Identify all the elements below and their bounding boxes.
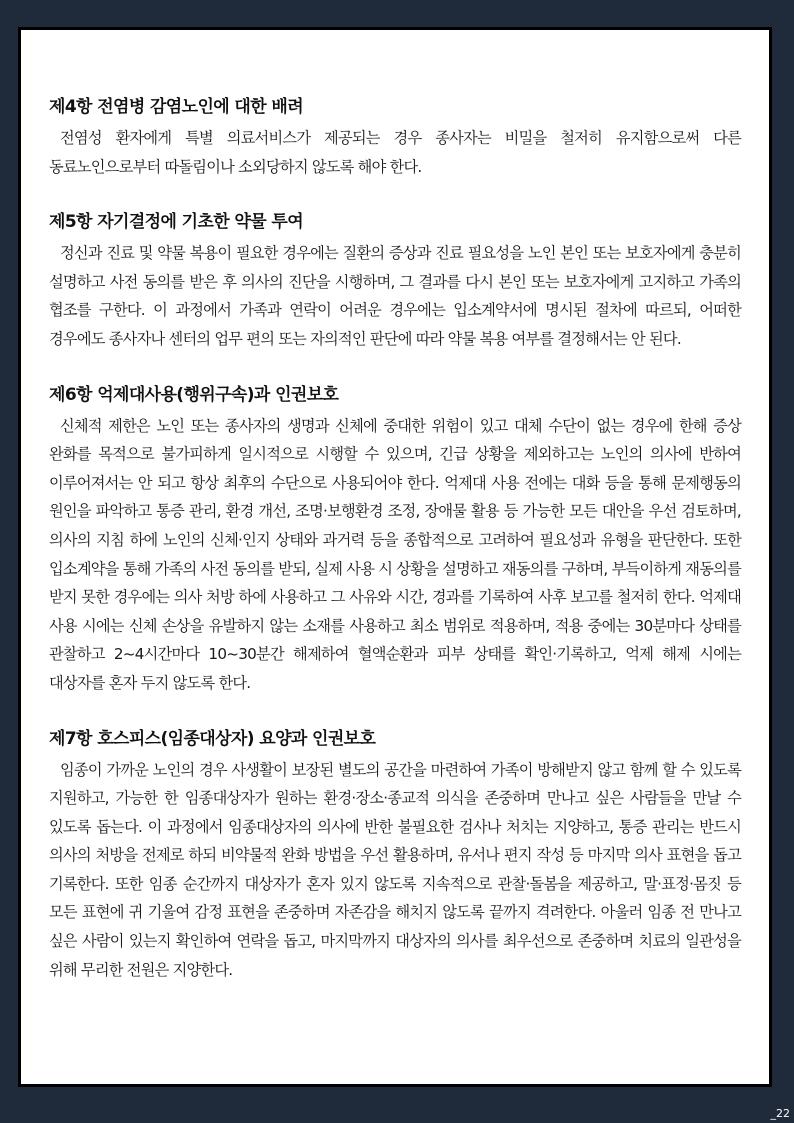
section-body: 정신과 진료 및 약물 복용이 필요한 경우에는 질환의 증상과 진료 필요성을 노인 본인 또는 보호자에게 충분히 설명하고 사전 동의를 받은 후 의사의 진단을 시행하며, 그 결과를 다시 본인 또는 보호자에게 고지하고 가족의 협조를 구한다. 이 과정에서 가족과 연락이 어려운 경우에는 입소계약서에 명시된 절차에 따르되, 어떠한 경우에도 종사자나 센터의 업무 편의 또는 자의적인 판단에 따라 약물 복용 여부를 결정해서는 안 된다. xyxy=(49,244,741,348)
section-7 xyxy=(49,726,741,985)
section-body: 전염성 환자에게 특별 의료서비스가 제공되는 경우 종사자는 비밀을 철저히 유지함으로써 다른 동료노인으로부터 따돌림이나 소외당하지 않도록 해야 한다. xyxy=(49,129,741,176)
section-body: 임종이 가까운 노인의 경우 사생활이 보장된 별도의 공간을 마련하여 가족이 방해받지 않고 함께 할 수 있도록 지원하고, 가능한 한 임종대상자가 원하는 환경·장소·종교적 의식을 존중하며 만나고 싶은 사람들을 만날 수 있도록 돕는다. 이 과정에서 임종대상자의 의사에 반한 불필요한 검사나 처치는 지양하고, 통증 관리는 반드시 의사의 처방을 전제로 하되 비약물적 완화 방법을 우선 활용하며, 유서나 편지 작성 등 마지막 의사 표현을 돕고 기록한다. 또한 임종 순간까지 대상자가 혼자 있지 않도록 지속적으로 관찰·돌봄을 제공하고, 말·표정·몸짓 등 모든 표현에 귀 기울여 감정 표현을 존중하며 자존감을 해치지 않도록 끝까지 격려한다. 아울러 임종 전 만나고 싶은 사람이 있는지 확인하여 연락을 돕고, 마지막까지 대상자의 의사를 최우선으로 존중하며 치료의 일관성을 위해 무리한 전원은 지양한다. xyxy=(49,760,741,979)
section-title: 제6항 억제대사용(행위구속)과 인권보호 xyxy=(49,384,339,405)
section-title: 제5항 자기결정에 기초한 약물 투여 xyxy=(49,212,304,233)
document-content xyxy=(49,94,741,1012)
section-6 xyxy=(49,382,741,698)
section-4 xyxy=(49,94,741,181)
section-5 xyxy=(49,209,741,353)
section-title: 제7항 호스피스(임종대상자) 요양과 인권보호 xyxy=(49,728,376,749)
section-body: 신체적 제한은 노인 또는 종사자의 생명과 신체에 중대한 위험이 있고 대체 수단이 없는 경우에 한해 증상 완화를 목적으로 불가피하게 일시적으로 시행할 수 있으며, 긴급 상황을 제외하고는 노인의 의사에 반하여 이루어져서는 안 되고 항상 최후의 수단으로 사용되어야 한다. 억제대 사용 전에는 대화 등을 통해 문제행동의 원인을 파악하고 통증 관리, 환경 개선, 조명·보행환경 조정, 장애물 활용 등 가능한 모든 대안을 우선 검토하며, 의사의 지침 하에 노인의 신체·인지 상태와 과거력 등을 종합적으로 고려하여 필요성과 유형을 판단한다. 또한 입소계약을 통해 가족의 사전 동의를 받되, 실제 사용 시 상황을 설명하고 재동의를 구하며, 부득이하게 재동의를 받지 못한 경우에는 의사 처방 하에 사용하고 그 사유와 시간, 경과를 기록하여 사후 보고를 철저히 한다. 억제대 사용 시에는 신체 손상을 유발하지 않는 소재를 사용하고 최소 범위로 적용하며, 적용 중에는 30분마다 상태를 관찰하고 2~4시간마다 10~30분간 해제하여 혈액순환과 피부 상태를 확인·기록하고, 억제 해제 시에는 대상자를 혼자 두지 않도록 한다. xyxy=(49,416,741,692)
page-number: _22 xyxy=(770,1107,790,1120)
section-title: 제4항 전염병 감염노인에 대한 배려 xyxy=(49,97,304,117)
document-page xyxy=(18,27,772,1087)
